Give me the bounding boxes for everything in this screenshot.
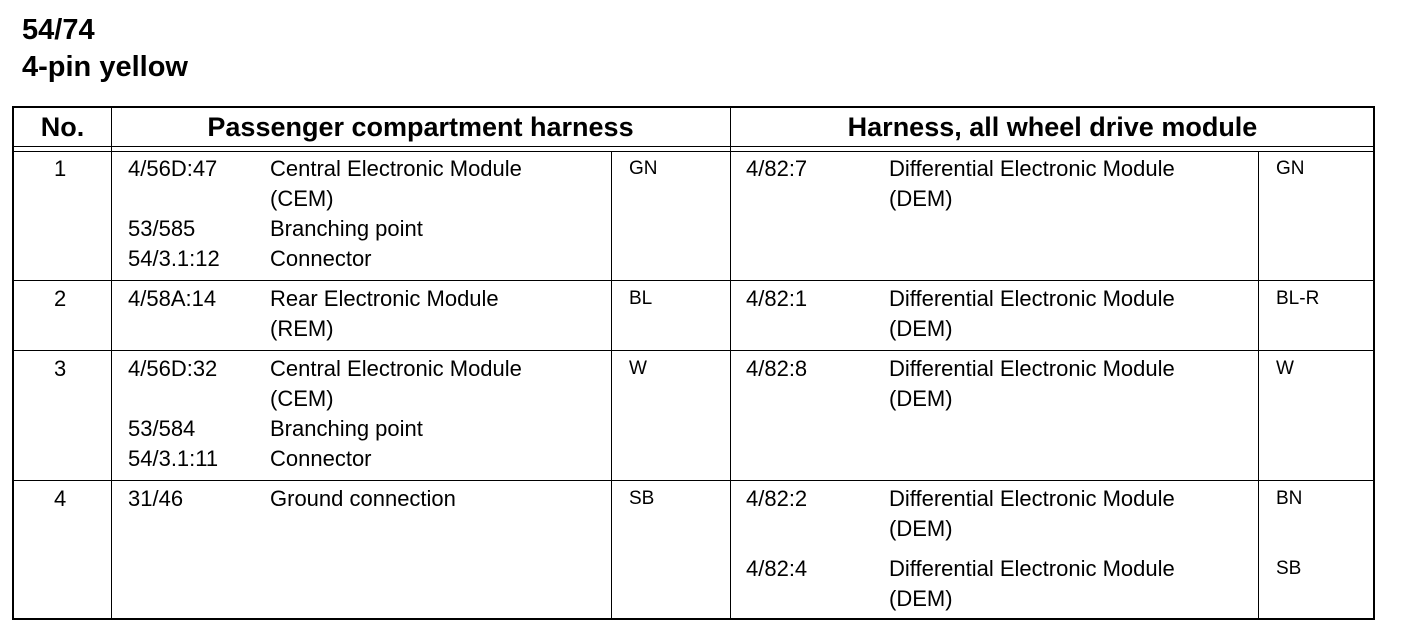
awd-wire-color: SB xyxy=(1276,558,1302,579)
pass-code: 53/584 xyxy=(128,416,196,441)
header-no: No. xyxy=(40,112,85,142)
awd-desc: Differential Electronic Module xyxy=(889,286,1175,311)
awd-wire-color: BN xyxy=(1276,488,1303,509)
divider-pass-color xyxy=(611,152,612,618)
pass-wire-color: GN xyxy=(629,158,658,179)
row-number: 2 xyxy=(54,286,67,311)
awd-code: 4/82:2 xyxy=(746,486,808,511)
header-rule-bottom xyxy=(14,151,1373,152)
awd-code: 4/82:8 xyxy=(746,356,808,381)
awd-desc: Differential Electronic Module xyxy=(889,356,1175,381)
awd-wire-color: GN xyxy=(1276,158,1305,179)
pass-desc: Branching point xyxy=(270,416,423,441)
pass-wire-color: BL xyxy=(629,288,653,309)
pass-desc-sub: (REM) xyxy=(270,316,334,341)
pass-desc: Ground connection xyxy=(270,486,456,511)
awd-wire-color: BL-R xyxy=(1276,288,1320,309)
pass-code: 31/46 xyxy=(128,486,184,511)
connector-id: 54/74 xyxy=(22,14,95,46)
pass-desc: Central Electronic Module xyxy=(270,156,522,181)
pass-code: 53/585 xyxy=(128,216,196,241)
pass-code: 54/3.1:11 xyxy=(128,446,219,471)
pass-wire-color: W xyxy=(629,358,647,379)
pass-code: 54/3.1:12 xyxy=(128,246,220,271)
row-divider-1 xyxy=(14,280,1373,281)
row-divider-2 xyxy=(14,350,1373,351)
row-number: 4 xyxy=(54,486,67,511)
awd-desc: Differential Electronic Module xyxy=(889,156,1175,181)
pass-desc: Branching point xyxy=(270,216,423,241)
pinout-table xyxy=(12,106,1375,620)
row-divider-3 xyxy=(14,480,1373,481)
awd-desc-sub: (DEM) xyxy=(889,586,953,611)
pass-wire-color: SB xyxy=(629,488,655,509)
awd-wire-color: W xyxy=(1276,358,1294,379)
pass-desc: Central Electronic Module xyxy=(270,356,522,381)
pass-code: 4/58A:14 xyxy=(128,286,217,311)
connector-description: 4-pin yellow xyxy=(22,51,188,83)
pass-desc: Connector xyxy=(270,446,372,471)
pass-desc: Connector xyxy=(270,246,372,271)
awd-code: 4/82:1 xyxy=(746,286,808,311)
header-awd: Harness, all wheel drive module xyxy=(847,112,1258,142)
awd-desc: Differential Electronic Module xyxy=(889,486,1175,511)
pass-desc: Rear Electronic Module xyxy=(270,286,499,311)
awd-desc-sub: (DEM) xyxy=(889,186,953,211)
awd-desc-sub: (DEM) xyxy=(889,386,953,411)
awd-code: 4/82:7 xyxy=(746,156,808,181)
pass-code: 4/56D:32 xyxy=(128,356,218,381)
divider-harness xyxy=(730,108,731,618)
pass-code: 4/56D:47 xyxy=(128,156,218,181)
awd-desc-sub: (DEM) xyxy=(889,516,953,541)
header-passenger: Passenger compartment harness xyxy=(207,112,634,142)
awd-desc-sub: (DEM) xyxy=(889,316,953,341)
row-number: 1 xyxy=(54,156,67,181)
divider-awd-color xyxy=(1258,152,1259,618)
header-rule-top xyxy=(14,146,1373,147)
pass-desc-sub: (CEM) xyxy=(270,186,334,211)
awd-code: 4/82:4 xyxy=(746,556,808,581)
divider-no xyxy=(111,108,112,618)
awd-desc: Differential Electronic Module xyxy=(889,556,1175,581)
row-number: 3 xyxy=(54,356,67,381)
pass-desc-sub: (CEM) xyxy=(270,386,334,411)
